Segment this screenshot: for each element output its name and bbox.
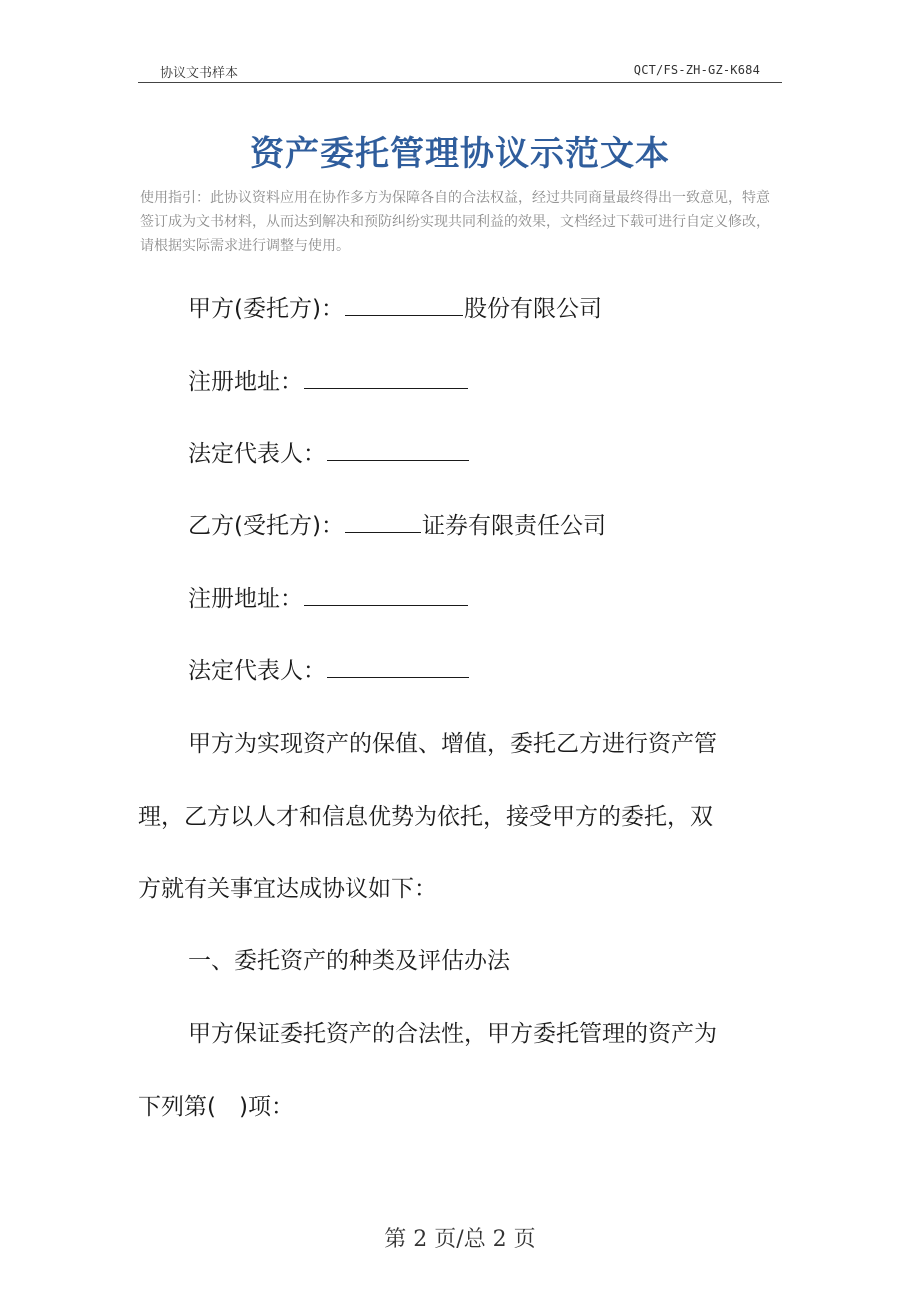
party-b-address-blank[interactable] bbox=[304, 585, 468, 606]
paragraph-line: 下列第( )项： bbox=[138, 1094, 294, 1120]
section-heading: 一、委托资产的种类及评估办法 bbox=[188, 948, 510, 974]
document-code: QCT/FS-ZH-GZ-K684 bbox=[633, 63, 760, 77]
party-b-rep-blank[interactable] bbox=[327, 657, 469, 678]
document-title: 资产委托管理协议示范文本 bbox=[250, 134, 670, 174]
page-number: 第 2 页/总 2 页 bbox=[384, 1227, 536, 1252]
party-a-address-blank[interactable] bbox=[304, 368, 468, 389]
paragraph-line: 甲方为实现资产的保值、增值，委托乙方进行资产管 bbox=[188, 731, 717, 757]
party-a-address-line bbox=[138, 367, 828, 397]
party-a-suffix: 股份有限公司 bbox=[463, 296, 602, 322]
usage-guide: 使用指引：此协议资料应用在协作多方为保障各自的合法权益，经过共同商量最终得出一致意见，特意签订成为文书材料，从而达到解决和预防纠纷实现共同利益的效果，文档经过下载可进行自定义修改，请根据实际需求进行调整与使用。 bbox=[140, 190, 770, 254]
paragraph-line: 甲方保证委托资产的合法性，甲方委托管理的资产为 bbox=[188, 1021, 717, 1047]
paragraph-line: 理，乙方以人才和信息优势为依托，接受甲方的委托，双 bbox=[138, 804, 713, 830]
party-b-label: 乙方(受托方)： bbox=[188, 513, 344, 539]
party-b-rep-line bbox=[138, 656, 828, 686]
party-b-rep-label: 法定代表人： bbox=[188, 658, 326, 684]
party-a-label: 甲方(委托方)： bbox=[188, 296, 344, 322]
party-b-address-line bbox=[138, 584, 828, 614]
party-a-rep-blank[interactable] bbox=[327, 440, 469, 461]
party-a-rep-label: 法定代表人： bbox=[188, 441, 326, 467]
page-header bbox=[138, 60, 782, 83]
party-b-address-label: 注册地址： bbox=[188, 586, 303, 612]
paragraph-line: 方就有关事宜达成协议如下： bbox=[138, 876, 437, 902]
header-category: 协议文书样本 bbox=[160, 66, 239, 81]
party-a-rep-line bbox=[138, 439, 828, 469]
party-b-blank[interactable] bbox=[345, 512, 421, 533]
party-a-line bbox=[138, 294, 828, 324]
party-b-suffix: 证券有限责任公司 bbox=[421, 513, 606, 539]
party-b-line bbox=[138, 511, 828, 541]
party-a-address-label: 注册地址： bbox=[188, 369, 303, 395]
party-a-blank[interactable] bbox=[345, 295, 463, 316]
